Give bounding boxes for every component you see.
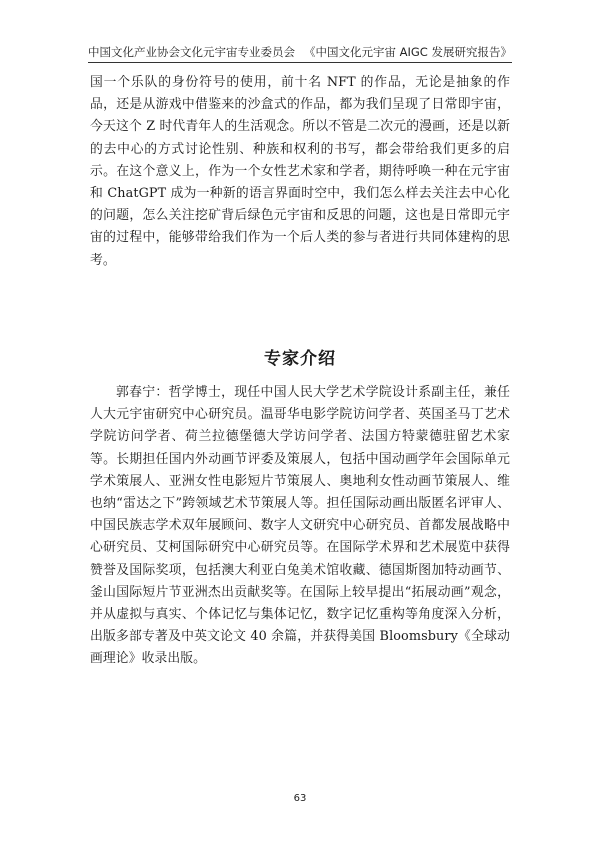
body-paragraph-continued: 国一个乐队的身份符号的使用，前十名 NFT 的作品，无论是抽象的作品，还是从游戏中借鉴来的沙盒式的作品，都为我们呈现了日常即宇宙，今天这个 Z 时代青年人的生活观念。所以不管是二次元的漫画，还是以新的去中心的方式讨论性别、种族和权利的书写，都会带给我们更多的启示。在这个意义上，作为一个女性艺术家和学者，期待呼唤一种在元宇宙和 ChatGPT 成为一种新的语言界面时空中，我们怎么样去关注去中心化的问题，怎么关注挖矿背后绿色元宇宙和反思的问题，这也是日常即元宇宙的过程中，能够带给我们作为一个后人类的参与者进行共同体建构的思考。 xyxy=(90,75,510,268)
page-header xyxy=(88,40,512,63)
page-number: 63 xyxy=(293,793,307,804)
expert-bio-paragraph: 郭春宁：哲学博士，现任中国人民大学艺术学院设计系副主任，兼任人大元宇宙研究中心研究员。温哥华电影学院访问学者、英国圣马丁艺术学院访问学者、荷兰拉德堡德大学访问学者、法国方特蒙德驻留艺术家等。长期担任国内外动画节评委及策展人，包括中国动画学年会国际单元学术策展人、亚洲女性电影短片节策展人、奥地利女性动画节策展人、维也纳“雷达之下”跨领域艺术节策展人等。担任国际动画出版匿名评审人、中国民族志学术双年展顾问、数字人文研究中心研究员、首都发展战略中心研究员、艾柯国际研究中心研究员等。在国际学术界和艺术展览中获得赞誉及国际奖项，包括澳大利亚白兔美术馆收藏、德国斯图加特动画节、釜山国际短片节亚洲杰出贡献奖等。在国际上较早提出“拓展动画”观念，并从虚拟与真实、个体记忆与集体记忆，数字记忆重构等角度深入分析，出版多部专著及中英文论文 40 余篇，并获得美国 Bloomsbury《全球动画理论》收录出版。 xyxy=(90,385,510,667)
header-report-title: 《中国文化元宇宙 AIGC 发展研究报告》 xyxy=(303,45,512,59)
section-title-expert-intro: 专家介绍 xyxy=(264,349,336,369)
header-organization: 中国文化产业协会文化元宇宙专业委员会 xyxy=(88,45,295,59)
